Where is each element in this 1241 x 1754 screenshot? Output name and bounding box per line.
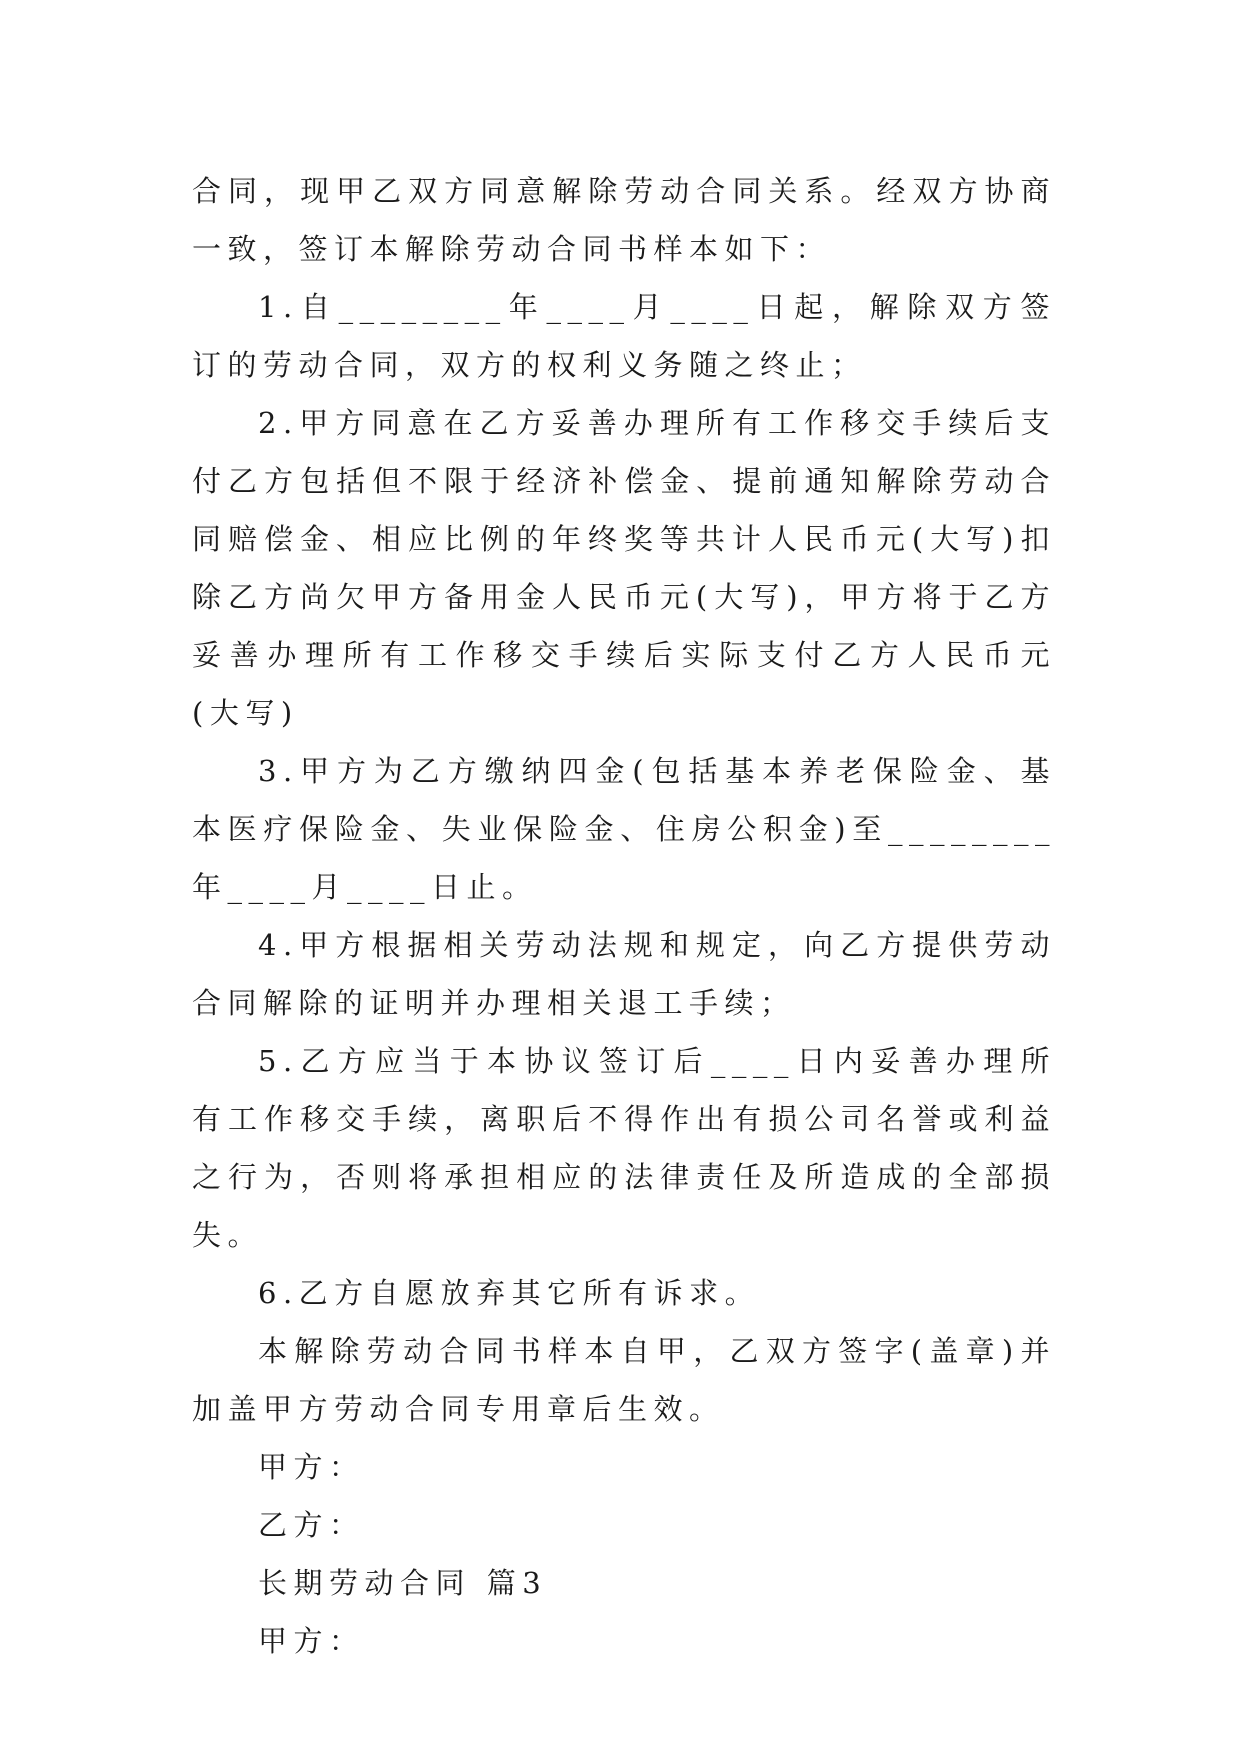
effective-clause: 本解除劳动合同书样本自甲，乙双方签字(盖章)并加盖甲方劳动合同专用章后生效。 xyxy=(192,1334,1056,1426)
clause-2: 2.甲方同意在乙方妥善办理所有工作移交手续后支付乙方包括但不限于经济补偿金、提前通知解除劳动合同赔偿金、相应比例的年终奖等共计人民币元(大写)扣除乙方尚欠甲方备用金人民币元(大写)，甲方将于乙方妥善办理所有工作移交手续后实际支付乙方人民币元(大写) xyxy=(192,406,1056,730)
section-heading: 长期劳动合同 篇3 xyxy=(258,1566,548,1600)
party-b-label: 乙方： xyxy=(258,1508,365,1542)
paragraph-intro: 合同，现甲乙双方同意解除劳动合同关系。经双方协商一致，签订本解除劳动合同书样本如下： xyxy=(192,174,1056,266)
clause-4: 4.甲方根据相关劳动法规和规定，向乙方提供劳动合同解除的证明并办理相关退工手续； xyxy=(192,928,1056,1020)
clause-3: 3.甲方为乙方缴纳四金(包括基本养老保险金、基本医疗保险金、失业保险金、住房公积金)至________年____月____日止。 xyxy=(192,754,1056,904)
clause-5: 5.乙方应当于本协议签订后____日内妥善办理所有工作移交手续，离职后不得作出有损公司名誉或利益之行为，否则将承担相应的法律责任及所造成的全部损失。 xyxy=(192,1044,1056,1252)
clause-1: 1.自________年____月____日起，解除双方签订的劳动合同，双方的权利义务随之终止； xyxy=(192,290,1056,382)
clause-6: 6.乙方自愿放弃其它所有诉求。 xyxy=(258,1276,761,1310)
document-page xyxy=(192,162,1056,1670)
party-a-label: 甲方： xyxy=(258,1450,365,1484)
party-a-label-2: 甲方： xyxy=(258,1624,365,1658)
